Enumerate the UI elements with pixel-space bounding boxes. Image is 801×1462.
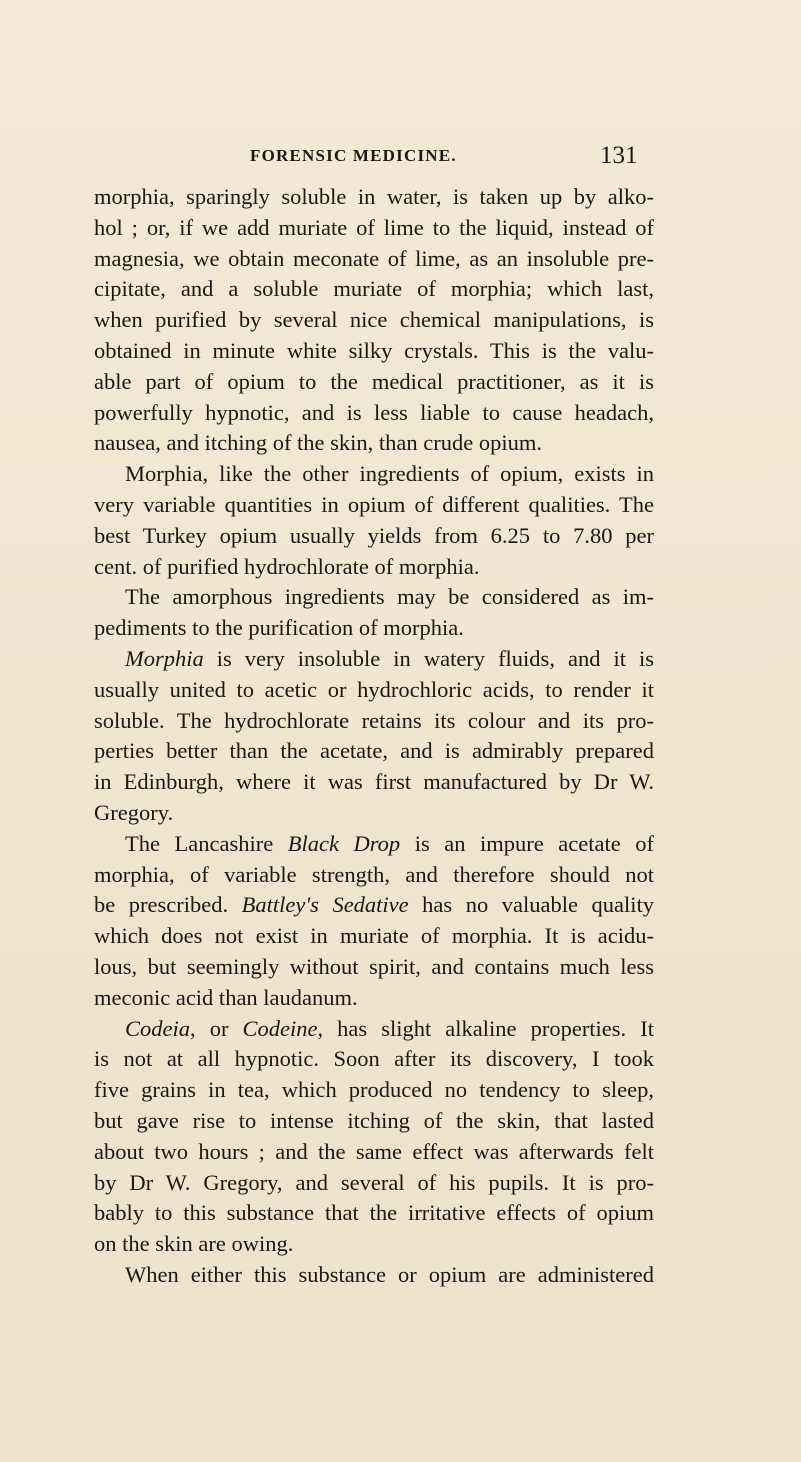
text-line: The amorphous ingredients may be considered as im- bbox=[125, 584, 654, 610]
text-line: about two hours ; and the same effect was afterwards felt bbox=[94, 1138, 654, 1164]
text-line: Morphia, like the other ingredients of opium, exists in bbox=[125, 461, 654, 487]
text-line: cent. of purified hydrochlorate of morphia. bbox=[94, 553, 480, 579]
text-line: five grains in tea, which produced no tendency to sleep, bbox=[94, 1077, 654, 1103]
body-text bbox=[94, 182, 654, 1291]
text-line: meconic acid than laudanum. bbox=[94, 984, 358, 1010]
text-line: in Edinburgh, where it was first manufactured by Dr W. bbox=[94, 769, 654, 795]
text-line: hol ; or, if we add muriate of lime to the liquid, instead of bbox=[94, 214, 654, 240]
text-line: obtained in minute white silky crystals. This is the valu- bbox=[94, 337, 654, 363]
text-line: on the skin are owing. bbox=[94, 1231, 294, 1257]
text-line: soluble. The hydrochlorate retains its colour and its pro- bbox=[94, 707, 654, 733]
text-line: when purified by several nice chemical manipulations, is bbox=[94, 307, 654, 333]
text-line: is not at all hypnotic. Soon after its discovery, I took bbox=[94, 1046, 654, 1072]
text-line: be prescribed. Battley's Sedative has no valuable quality bbox=[94, 892, 654, 918]
text-line: The Lancashire Black Drop is an impure acetate of bbox=[125, 830, 655, 856]
text-line: lous, but seemingly without spirit, and contains much less bbox=[94, 953, 654, 979]
text-line: usually united to acetic or hydrochloric acids, to render it bbox=[94, 676, 654, 702]
text-line: bably to this substance that the irritative effects of opium bbox=[94, 1200, 654, 1226]
text-line: cipitate, and a soluble muriate of morphia; which last, bbox=[94, 276, 654, 302]
running-head bbox=[0, 142, 801, 172]
page-number: 131 bbox=[600, 142, 638, 169]
text-line: very variable quantities in opium of different qualities. The bbox=[94, 491, 654, 517]
text-line: Codeia, or Codeine, has slight alkaline properties. It bbox=[125, 1015, 654, 1041]
text-line: morphia, sparingly soluble in water, is taken up by alko- bbox=[94, 184, 654, 209]
text-line: powerfully hypnotic, and is less liable to cause headach, bbox=[94, 399, 654, 425]
text-line: morphia, of variable strength, and therefore should not bbox=[94, 861, 654, 887]
text-line: able part of opium to the medical practitioner, as it is bbox=[94, 368, 654, 394]
text-line: Gregory. bbox=[94, 799, 174, 825]
text-line: best Turkey opium usually yields from 6.25 to 7.80 per bbox=[94, 522, 654, 548]
text-line: magnesia, we obtain meconate of lime, as an insoluble pre- bbox=[94, 245, 654, 271]
text-line: nausea, and itching of the skin, than crude opium. bbox=[94, 430, 543, 456]
running-title: FORENSIC MEDICINE. bbox=[250, 146, 457, 165]
text-line: pediments to the purification of morphia. bbox=[94, 615, 464, 641]
text-line: Morphia is very insoluble in watery fluids, and it is bbox=[125, 645, 654, 671]
text-line: which does not exist in muriate of morphia. It is acidu- bbox=[94, 923, 654, 949]
text-line: but gave rise to intense itching of the skin, that lasted bbox=[94, 1107, 654, 1133]
text-line: by Dr W. Gregory, and several of his pupils. It is pro- bbox=[94, 1169, 654, 1195]
text-line: When either this substance or opium are administered bbox=[125, 1261, 654, 1287]
text-line: perties better than the acetate, and is admirably prepared bbox=[94, 738, 654, 764]
